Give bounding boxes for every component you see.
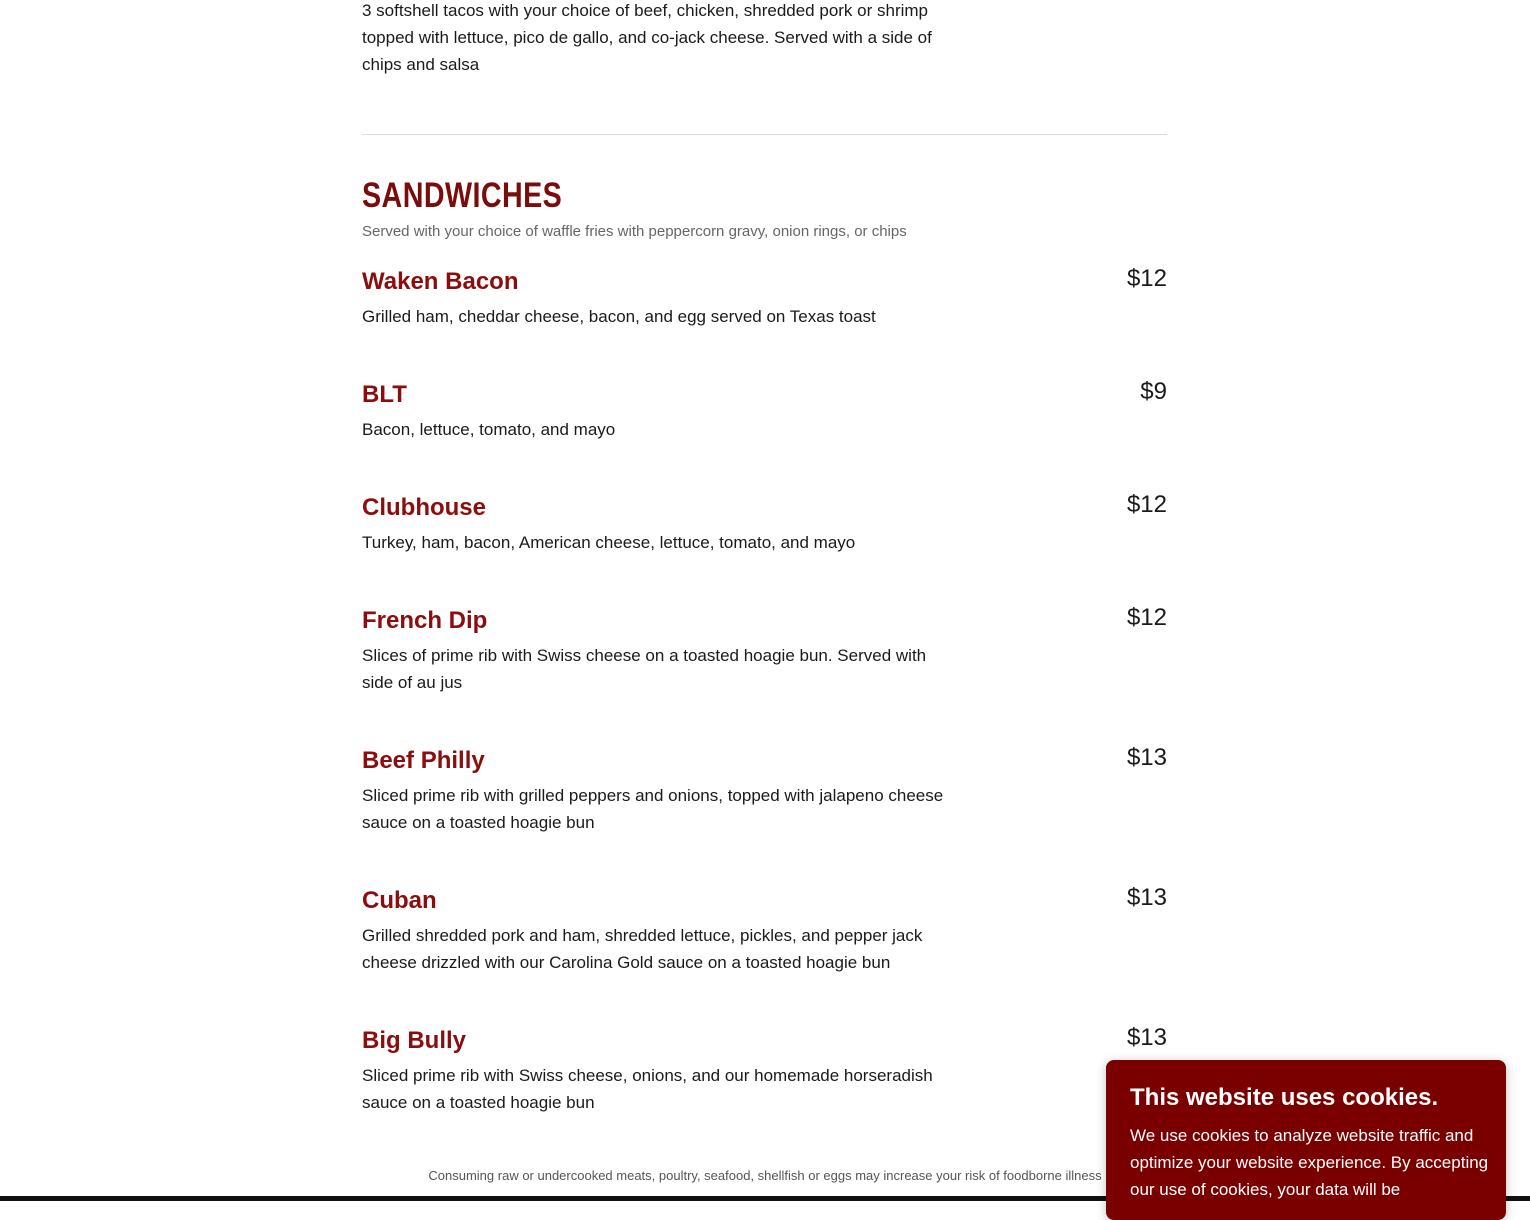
previous-item-description: 3 softshell tacos with your choice of beef, chicken, shredded pork or shrimp topped with lettuce, pico de gallo, and co-jack cheese. Served with a side of chips and salsa <box>362 1 932 74</box>
menu-item-price: $12 <box>1126 491 1167 518</box>
cookie-banner <box>1106 1060 1506 1220</box>
cookie-banner-title: This website uses cookies. <box>1130 1084 1439 1111</box>
menu-item-name: Beef Philly <box>362 747 485 774</box>
section-subtitle: Served with your choice of waffle fries with peppercorn gravy, onion rings, or chips <box>362 223 907 240</box>
section-divider <box>362 134 1167 135</box>
menu-item-price: $12 <box>1126 604 1167 631</box>
menu-item-name: Waken Bacon <box>362 268 519 295</box>
menu-item-name: Cuban <box>362 887 437 914</box>
menu-item-description: Sliced prime rib with grilled peppers and onions, topped with jalapeno cheese sauce on a toasted hoagie bun <box>362 786 944 832</box>
menu-item-name: BLT <box>362 381 407 408</box>
menu-item-description: Grilled shredded pork and ham, shredded lettuce, pickles, and pepper jack cheese drizzled with our Carolina Gold sauce on a toasted hoagie bun <box>362 926 923 972</box>
menu-item-description: Bacon, lettuce, tomato, and mayo <box>362 420 616 439</box>
menu-item-name: French Dip <box>362 607 488 634</box>
menu-item-description: Grilled ham, cheddar cheese, bacon, and egg served on Texas toast <box>362 307 876 326</box>
menu-item-name: Clubhouse <box>362 494 486 521</box>
menu-item-price: $13 <box>1126 1024 1167 1051</box>
footer-disclaimer: Consuming raw or undercooked meats, poultry, seafood, shellfish or eggs may increase your risk of foodborne illness <box>428 1168 1102 1183</box>
menu-item-description: Sliced prime rib with Swiss cheese, onions, and our homemade horseradish sauce on a toasted hoagie bun <box>362 1066 933 1112</box>
menu-item-description: Turkey, ham, bacon, American cheese, lettuce, tomato, and mayo <box>362 533 856 552</box>
menu-item-name: Big Bully <box>362 1027 467 1054</box>
menu-item-price: $13 <box>1126 744 1167 771</box>
menu-item-description: Slices of prime rib with Swiss cheese on a toasted hoagie bun. Served with side of au jus <box>362 646 927 692</box>
menu-item-price: $12 <box>1126 265 1167 292</box>
cookie-banner-text: We use cookies to analyze website traffic and optimize your website experience. By accepting our use of cookies, your data will be <box>1130 1126 1489 1199</box>
menu-item-price: $9 <box>1140 378 1167 405</box>
menu-item-price: $13 <box>1126 884 1167 911</box>
section-title: SANDWICHES <box>362 176 563 215</box>
